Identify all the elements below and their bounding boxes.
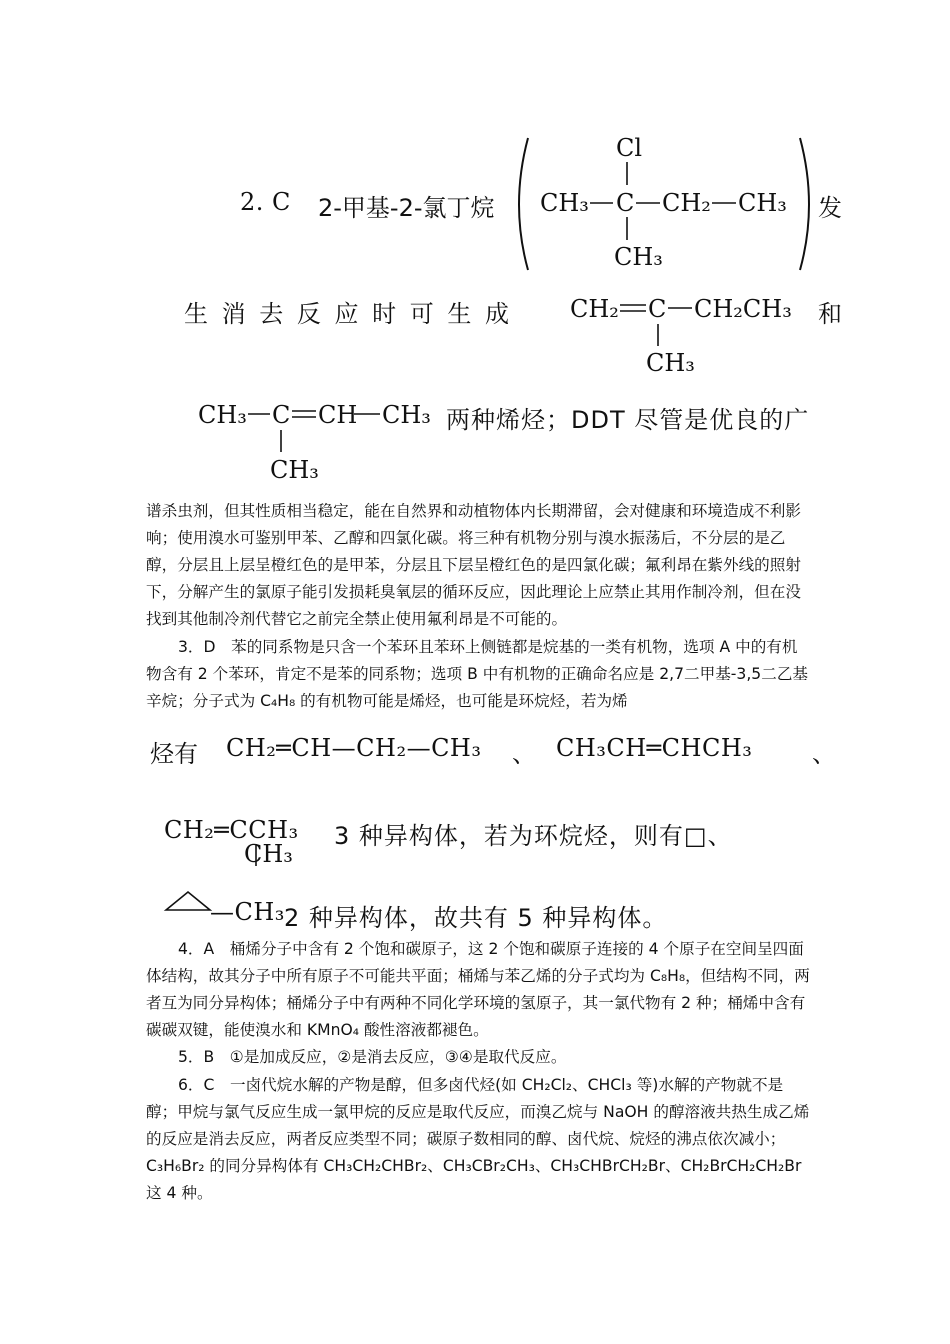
alkene1-sub: CH₃ <box>646 349 695 377</box>
c-center: C <box>616 189 635 217</box>
q2-fa: 发 <box>818 194 842 222</box>
q2-he: 和 <box>818 300 842 328</box>
q3-formula-b: CH₃CH═CHCH₃ <box>556 734 753 762</box>
q5-paragraph <box>146 1044 810 1071</box>
ch2-label: CH₂ <box>662 189 711 217</box>
q4-paragraph <box>146 936 810 1044</box>
q3-sep1: 、 <box>512 740 536 768</box>
q3-line-c-text: 2 种异构体，故共有 5 种异构体。 <box>284 904 668 932</box>
alkene2-ch3: CH₃ <box>198 401 247 429</box>
ch3-bottom: CH₃ <box>614 243 663 271</box>
q4-para-text: 4．A 桶烯分子中含有 2 个饱和碳原子，这 2 个饱和碳原子连接的 4 个原子在空间呈四面体结构，故其分子中所有原子不可能共平面；桶烯与苯乙烯的分子式均为 C₈H₈，但结构不同，两者互为同分异构体；桶烯分子中有两种不同化学环境的氢原子，其一氯代物有 2 种；桶烯中含有碳碳双键，能使溴水和 KMnO₄ 酸性溶液都褪色。 <box>146 940 810 1039</box>
cl-label: Cl <box>616 134 643 162</box>
q2-answer-label: 2. C <box>240 188 291 216</box>
q3-line-a-prefix: 烃有 <box>150 740 198 768</box>
q2-line3-tail: 两种烯烃；DDT 尽管是优良的广 <box>446 406 810 434</box>
alkene2-c: C <box>272 401 291 429</box>
q6-paragraph <box>146 1072 810 1207</box>
q3-formula-c: CH₂═CCH₃ <box>164 816 299 844</box>
q6-para-text: 6．C 一卤代烷水解的产物是醇，但多卤代烃(如 CH₂Cl₂、CHCl₃ 等)水解的产物就不是醇；甲烷与氯气反应生成一氯甲烷的反应是取代反应，而溴乙烷与 NaOH 的醇溶液共热生成乙烯的反应是消去反应，两者反应类型不同；碳原子数相同的醇、卤代烷、烷烃的沸点依次减小；C₃H₆Br₂ 的同分异构体有 CH₃CH₂CHBr₂、CH₃CBr₂CH₃、CH₃CHBrCH₂Br、CH₂BrCH₂CH₂Br 这 4 种。 <box>146 1076 810 1202</box>
q5-para-text: 5．B ①是加成反应，②是消去反应，③④是取代反应。 <box>178 1048 567 1066</box>
ch3-right: CH₃ <box>738 189 787 217</box>
q3-cyclo-ch3: —CH₃ <box>210 898 285 926</box>
alkene2-ch: CH <box>318 401 358 429</box>
alkene1-rest: CH₂CH₃ <box>694 295 792 323</box>
cyclopropane-icon <box>166 892 210 910</box>
ch3-left: CH₃ <box>540 189 589 217</box>
alkene2-ch3r: CH₃ <box>382 401 431 429</box>
q3-formula-c-sub: CH₃ <box>244 840 293 868</box>
q3-sep2: 、 <box>812 740 836 768</box>
alkene2-sub: CH₃ <box>270 456 319 484</box>
q2-line2-text: 生 消 去 反 应 时 可 生 成 <box>184 300 513 328</box>
q2-compound-name: 2-甲基-2-氯丁烷 <box>318 194 495 222</box>
q3-line-b-text: 3 种异构体，若为环烷烃，则有□、 <box>334 822 733 850</box>
q3-formula-a: CH₂═CH—CH₂—CH₃ <box>226 734 482 762</box>
q2-para-text: 谱杀虫剂，但其性质相当稳定，能在自然界和动植物体内长期滞留，会对健康和环境造成不利影响；使用溴水可鉴别甲苯、乙醇和四氯化碳。将三种有机物分别与溴水振荡后，不分层的是乙醇，分层且上层呈橙红色的是甲苯，分层且下层呈橙红色的是四氯化碳；氟利昂在紫外线的照射下，分解产生的氯原子能引发损耗臭氧层的循环反应，因此理论上应禁止其用作制冷剂，但在没找到其他制冷剂代替它之前完全禁止使用氟利昂是不可能的。 <box>146 502 801 628</box>
alkene1-c: C <box>648 295 667 323</box>
q3-para-text: 3．D 苯的同系物是只含一个苯环且苯环上侧链都是烷基的一类有机物，选项 A 中的有机物含有 2 个苯环，肯定不是苯的同系物；选项 B 中有机物的正确命名应是 2,7二甲基-3,5二乙基辛烷；分子式为 C₄H₈ 的有机物可能是烯烃，也可能是环烷烃，若为烯 <box>146 638 809 710</box>
alkene1-ch2: CH₂ <box>570 295 619 323</box>
